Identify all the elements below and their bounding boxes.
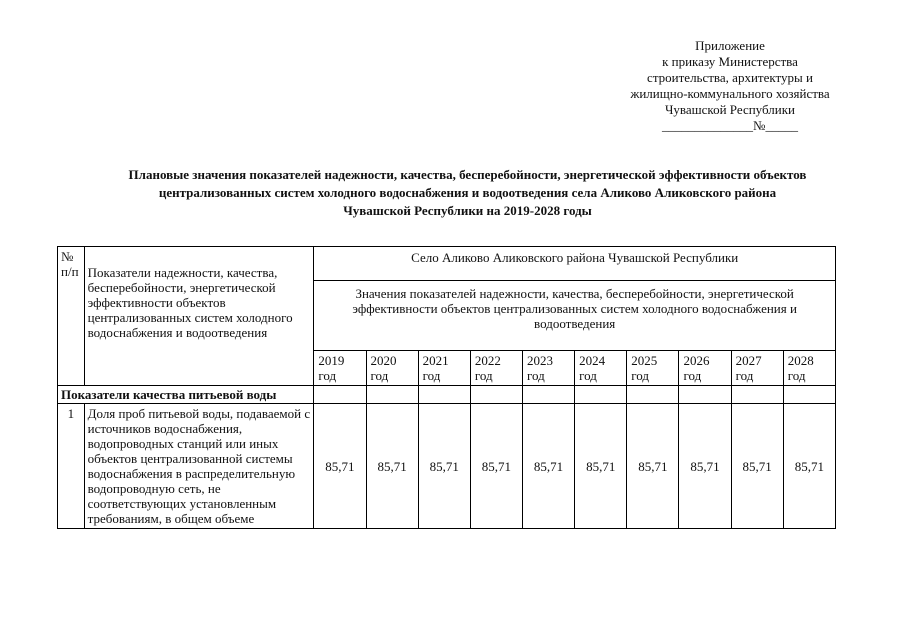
order-number-line: ______________№_____ bbox=[662, 118, 798, 133]
year-header-2023: 2023 год bbox=[522, 351, 574, 386]
value-2026: 85,71 bbox=[679, 404, 731, 529]
year-header-2028: 2028 год bbox=[783, 351, 835, 386]
document-title bbox=[70, 166, 865, 220]
value-2025: 85,71 bbox=[627, 404, 679, 529]
title-line: Чувашской Республики на 2019-2028 годы bbox=[343, 203, 592, 218]
appendix-line: Чувашской Республики bbox=[664, 102, 796, 117]
row-number: 1 bbox=[58, 404, 85, 529]
title-line: централизованных систем холодного водоснабжения и водоотведения села Аликово Аликовского района bbox=[158, 185, 777, 200]
row-indicator-text: Доля проб питьевой воды, подаваемой с источников водоснабжения, водопроводных станций или иных объектов централизованной системы водоснабжения в распределительную водопроводную сеть, не соответствующих установленным требованиям, в общем объеме bbox=[84, 404, 314, 529]
appendix-line: строительства, архитектуры и bbox=[647, 70, 813, 85]
value-2020: 85,71 bbox=[366, 404, 418, 529]
table-row bbox=[58, 404, 836, 529]
region-header: Село Аликово Аликовского района Чувашской Республики bbox=[314, 247, 836, 281]
year-header-2025: 2025 год bbox=[627, 351, 679, 386]
section-empty-cell bbox=[575, 386, 627, 404]
year-header-2027: 2027 год bbox=[731, 351, 783, 386]
value-2024: 85,71 bbox=[575, 404, 627, 529]
section-empty-cell bbox=[627, 386, 679, 404]
value-2019: 85,71 bbox=[314, 404, 366, 529]
year-header-2026: 2026 год bbox=[679, 351, 731, 386]
appendix-line: жилищно-коммунального хозяйства bbox=[630, 86, 830, 101]
appendix-line: к приказу Министерства bbox=[662, 54, 798, 69]
section-title: Показатели качества питьевой воды bbox=[58, 386, 314, 404]
value-2023: 85,71 bbox=[522, 404, 574, 529]
section-empty-cell bbox=[783, 386, 835, 404]
year-header-2019: 2019 год bbox=[314, 351, 366, 386]
title-line: Плановые значения показателей надежности, качества, бесперебойности, энергетической эффективности объектов bbox=[128, 167, 807, 182]
value-2028: 85,71 bbox=[783, 404, 835, 529]
year-header-2020: 2020 год bbox=[366, 351, 418, 386]
section-empty-cell bbox=[522, 386, 574, 404]
year-header-2021: 2021 год bbox=[418, 351, 470, 386]
values-header: Значения показателей надежности, качества, бесперебойности, энергетической эффективности объектов централизованных систем холодного водоснабжения и водоотведения bbox=[314, 281, 836, 351]
section-empty-cell bbox=[470, 386, 522, 404]
appendix-line: Приложение bbox=[695, 38, 765, 53]
section-empty-cell bbox=[418, 386, 470, 404]
indicator-header: Показатели надежности, качества, бесперебойности, энергетической эффективности объектов централизованных систем холодного водоснабжения и водоотведения bbox=[84, 247, 314, 386]
section-empty-cell bbox=[366, 386, 418, 404]
section-empty-cell bbox=[314, 386, 366, 404]
section-row bbox=[58, 386, 836, 404]
appendix-block bbox=[600, 38, 860, 134]
indicators-table bbox=[57, 246, 836, 529]
value-2022: 85,71 bbox=[470, 404, 522, 529]
section-empty-cell bbox=[679, 386, 731, 404]
value-2021: 85,71 bbox=[418, 404, 470, 529]
num-header: № п/п bbox=[58, 247, 85, 386]
value-2027: 85,71 bbox=[731, 404, 783, 529]
year-header-2024: 2024 год bbox=[575, 351, 627, 386]
section-empty-cell bbox=[731, 386, 783, 404]
year-header-2022: 2022 год bbox=[470, 351, 522, 386]
header-row bbox=[58, 247, 836, 281]
